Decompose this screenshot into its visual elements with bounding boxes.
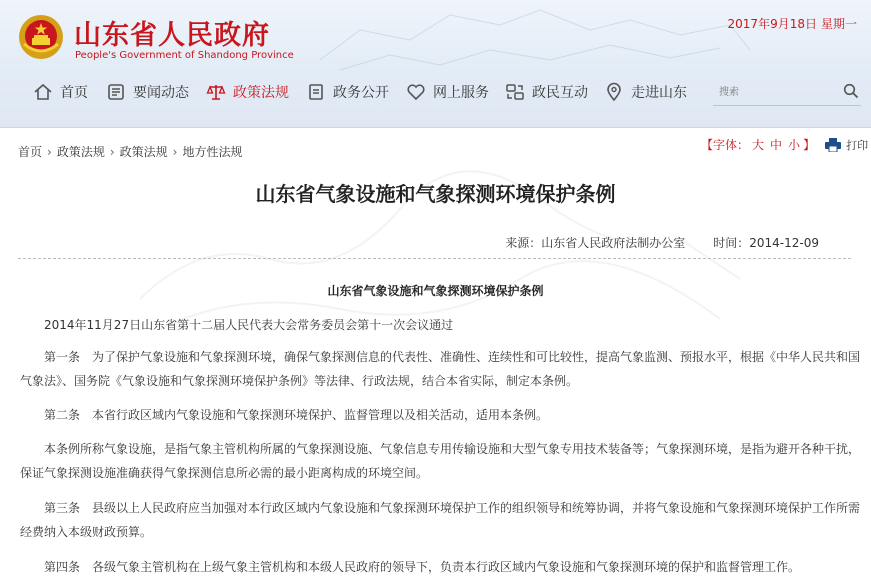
print-label: 打印 [846,138,869,152]
nav-item-online-services[interactable] [406,80,489,104]
nav-item-label: 要闻动态 [133,85,189,101]
article-time: 时间：2014-12-09 [713,236,819,250]
chevron-right-icon: › [109,145,115,159]
document-heading: 山东省气象设施和气象探测环境保护条例 [327,284,544,298]
nav-item-label: 政务公开 [333,85,389,101]
nav-item-about-shandong[interactable] [604,80,687,104]
breadcrumb [18,143,243,160]
breadcrumb-policy[interactable]: 政策法规 [56,145,105,159]
current-date [724,15,857,32]
print-button[interactable] [825,137,868,153]
scales-icon [206,82,226,102]
article-paragraph: 第一条 为了保护气象设施和气象探测环境，确保气象探测信息的代表性、准确性、连续性和可比较性，提高气象监测、预报水平，根据《中华人民共和国气象法》、国务院《气象设施和气象探测环境保护条例》等法律、行政法规，结合本省实际，制定本条例。 [20,350,861,388]
map-pin-icon [604,82,624,102]
printer-icon [825,138,841,152]
chevron-right-icon: › [47,145,52,159]
font-small-button[interactable]: 小 [788,138,801,152]
date-text: 2017年9月18日 [727,17,817,31]
site-title: 山东省人民政府 [74,20,270,51]
site-subtitle: People's Government of Shandong Province [75,50,294,61]
article-title: 山东省气象设施和气象探测环境保护条例 [255,182,616,206]
heart-icon [406,82,426,102]
divider [18,258,851,259]
search-icon[interactable] [843,83,859,99]
nav-item-label: 政策法规 [233,85,289,101]
font-medium-button[interactable]: 中 [770,138,783,152]
article-paragraph: 第四条 各级气象主管机构在上级气象主管机构和本级人民政府的领导下，负责本行政区域内气象设施和气象探测环境的保护和监督管理工作。 [44,560,801,574]
font-size-label-close: 】 [803,138,816,152]
article-source: 来源：山东省人民政府法制办公室 [505,236,686,250]
nav-item-government-affairs[interactable] [306,80,389,104]
breadcrumb-policy-sub[interactable]: 政策法规 [119,145,168,159]
document-icon [306,82,326,102]
nav-item-home[interactable] [33,80,88,104]
nav-item-label: 首页 [60,85,88,101]
chevron-right-icon: › [172,145,178,159]
article-paragraph: 第二条 本省行政区域内气象设施和气象探测环境保护、监督管理以及相关活动，适用本条例。 [44,408,549,422]
article-paragraph: 第三条 县级以上人民政府应当加强对本行政区域内气象设施和气象探测环境保护工作的组织领导和统筹协调，并将气象设施和气象探测环境保护工作所需经费纳入本级财政预算。 [20,501,861,539]
nav-item-news[interactable] [106,80,189,104]
article-tools [701,136,868,153]
search-box [713,78,861,106]
font-large-button[interactable]: 大 [752,138,765,152]
article-paragraph: 本条例所称气象设施，是指气象主管机构所属的气象探测设施、气象信息专用传输设施和大型气象专用技术装备等；气象探测环境，是指为避开各种干扰，保证气象探测设施准确获得气象探测信息所必需的最小距离构成的环境空间。 [20,442,861,480]
nav-item-label: 网上服务 [433,85,489,101]
breadcrumb-local-regulations[interactable]: 地方性法规 [182,145,243,159]
interaction-icon [505,82,525,102]
article-meta [505,234,819,251]
nav-item-policy[interactable] [206,80,289,104]
breadcrumb-home[interactable]: 首页 [18,145,43,159]
decorative-map-outline [300,0,760,80]
news-icon [106,82,126,102]
nav-item-interaction[interactable] [505,80,588,104]
search-input[interactable] [719,82,839,102]
font-size-label: 【字体： [701,138,750,152]
national-emblem-icon [18,14,64,60]
home-icon [33,82,53,102]
nav-item-label: 走进山东 [631,85,687,101]
weekday-text: 星期一 [820,17,857,31]
article-paragraph: 2014年11月27日山东省第十二届人民代表大会常务委员会第十一次会议通过 [44,318,454,332]
nav-item-label: 政民互动 [532,85,588,101]
